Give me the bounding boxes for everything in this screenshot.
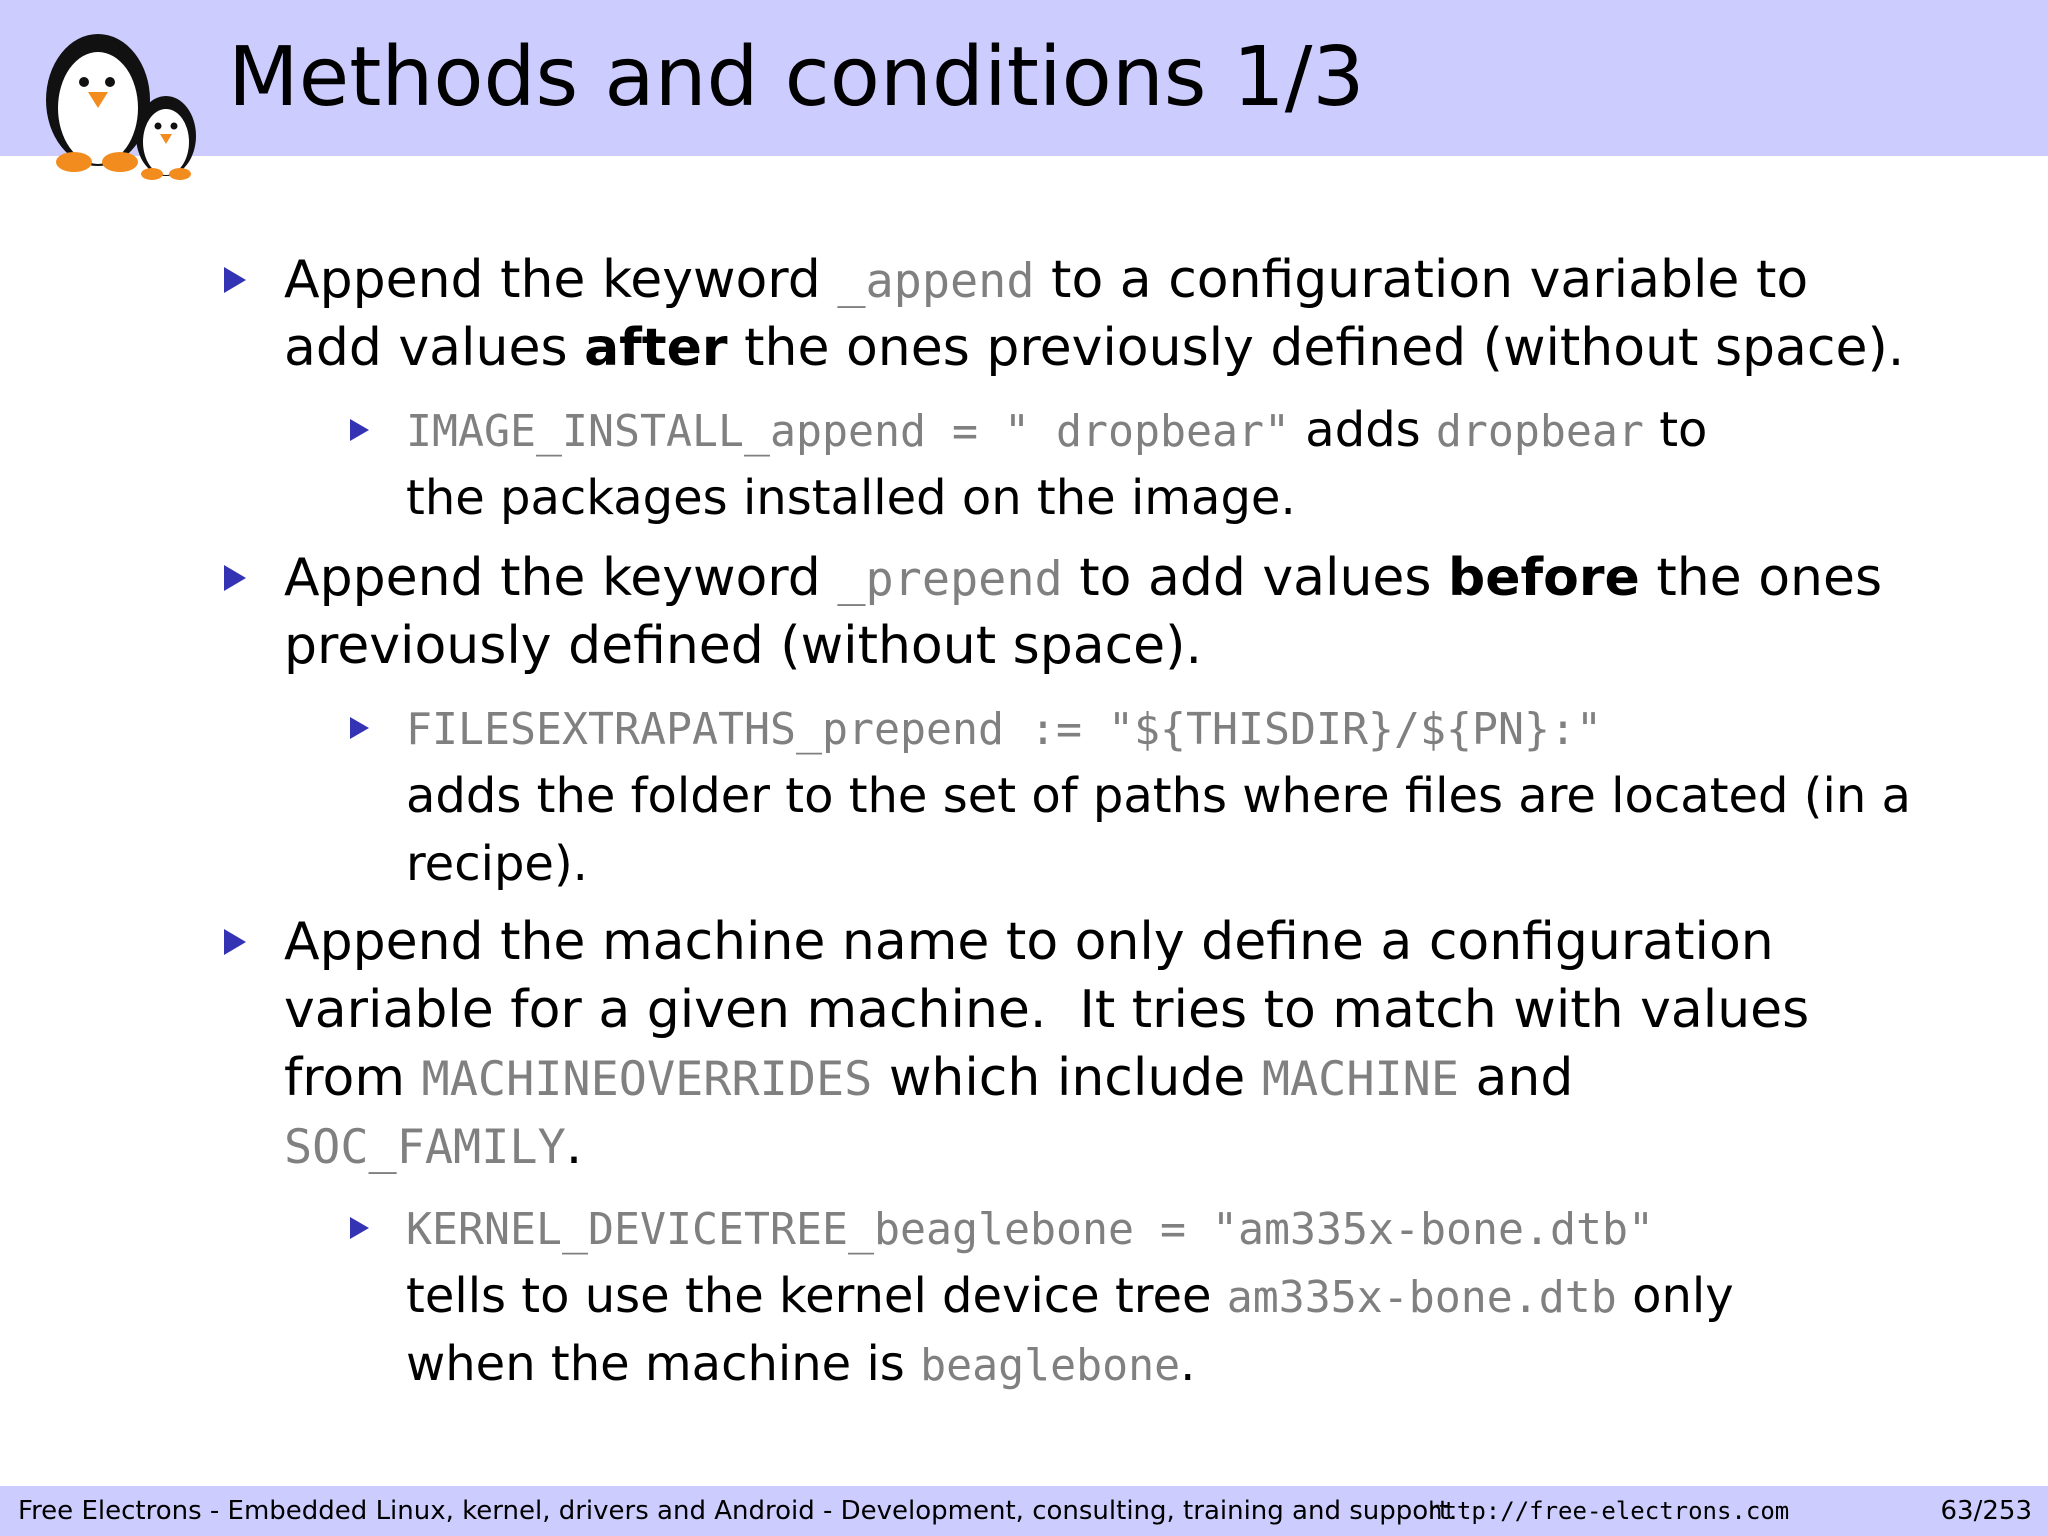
sub-bullet-line [406, 762, 1911, 830]
inline-code: _prepend [837, 553, 1063, 607]
text-fragment: to [1643, 402, 1708, 458]
text-fragment: adds [1290, 402, 1436, 458]
bullet-line [284, 314, 1904, 382]
page-number: 63/253 [1940, 1496, 2032, 1526]
sub-bullet-line [406, 694, 1602, 764]
text-fragment: variable for a given machine. It tries to match with values [284, 980, 1810, 1040]
inline-code: am335x-bone.dtb [1226, 1273, 1617, 1323]
text-fragment: the packages installed on the image. [406, 470, 1296, 526]
slide-footer [0, 1486, 2048, 1536]
sub-bullet-icon [350, 419, 369, 441]
bullet-line [284, 612, 1202, 680]
text-fragment: Append the keyword [284, 548, 838, 608]
sub-bullet-line [406, 830, 588, 898]
text-fragment: the ones previously defined (without space). [727, 318, 1905, 378]
sub-bullet-line [406, 1262, 1734, 1332]
inline-code: dropbear [1435, 407, 1644, 457]
text-fragment: tells to use the kernel device tree [406, 1268, 1227, 1324]
sub-bullet-icon [350, 1217, 369, 1239]
bullet-line [284, 908, 1774, 976]
text-fragment: recipe). [406, 836, 588, 892]
sub-bullet-line [406, 396, 1707, 466]
text-fragment: Append the machine name to only define a configuration [284, 912, 1774, 972]
inline-code: SOC_FAMILY [284, 1121, 566, 1175]
slide-header [0, 0, 2048, 156]
inline-code: FILESEXTRAPATHS_prepend := "${THISDIR}/${PN}:" [406, 705, 1603, 755]
penguin-logo [36, 28, 206, 184]
text-fragment: and [1459, 1048, 1574, 1108]
inline-code: MACHINEOVERRIDES [421, 1053, 873, 1107]
sub-bullet-line [406, 464, 1296, 532]
text-fragment: . [565, 1116, 583, 1176]
bold-text: before [1448, 548, 1640, 608]
sub-bullet-line [406, 1330, 1195, 1400]
bullet-icon [224, 565, 246, 591]
text-fragment: . [1180, 1336, 1196, 1392]
bullet-line [284, 544, 1882, 614]
bullet-line [284, 1112, 582, 1182]
text-fragment: from [284, 1048, 422, 1108]
inline-code: beaglebone [920, 1341, 1181, 1391]
bullet-line [284, 246, 1808, 316]
bullet-icon [224, 267, 246, 293]
footer-url[interactable]: http://free-electrons.com [1428, 1497, 1790, 1525]
text-fragment: previously defined (without space). [284, 616, 1202, 676]
footer-text: Free Electrons - Embedded Linux, kernel, drivers and Android - Development, consulting, training and support. [18, 1496, 1458, 1526]
inline-code: IMAGE_INSTALL_append = " dropbear" [406, 407, 1291, 457]
bullet-line [284, 1044, 1573, 1114]
sub-bullet-line [406, 1194, 1654, 1264]
text-fragment: when the machine is [406, 1336, 921, 1392]
text-fragment: adds the folder to the set of paths where files are located (in a [406, 768, 1911, 824]
text-fragment: to add values [1062, 548, 1449, 608]
inline-code: KERNEL_DEVICETREE_beaglebone = "am335x-bone.dtb" [406, 1205, 1655, 1255]
bold-text: after [584, 318, 728, 378]
inline-code: _append [837, 255, 1035, 309]
text-fragment: only [1616, 1268, 1734, 1324]
inline-code: MACHINE [1261, 1053, 1460, 1107]
bullet-icon [224, 929, 246, 955]
slide-title: Methods and conditions 1/3 [228, 30, 1365, 125]
text-fragment: which include [872, 1048, 1262, 1108]
text-fragment: Append the keyword [284, 250, 838, 310]
bullet-line [284, 976, 1809, 1044]
text-fragment: the ones [1639, 548, 1883, 608]
text-fragment: add values [284, 318, 585, 378]
text-fragment: to a configuration variable to [1034, 250, 1809, 310]
sub-bullet-icon [350, 717, 369, 739]
